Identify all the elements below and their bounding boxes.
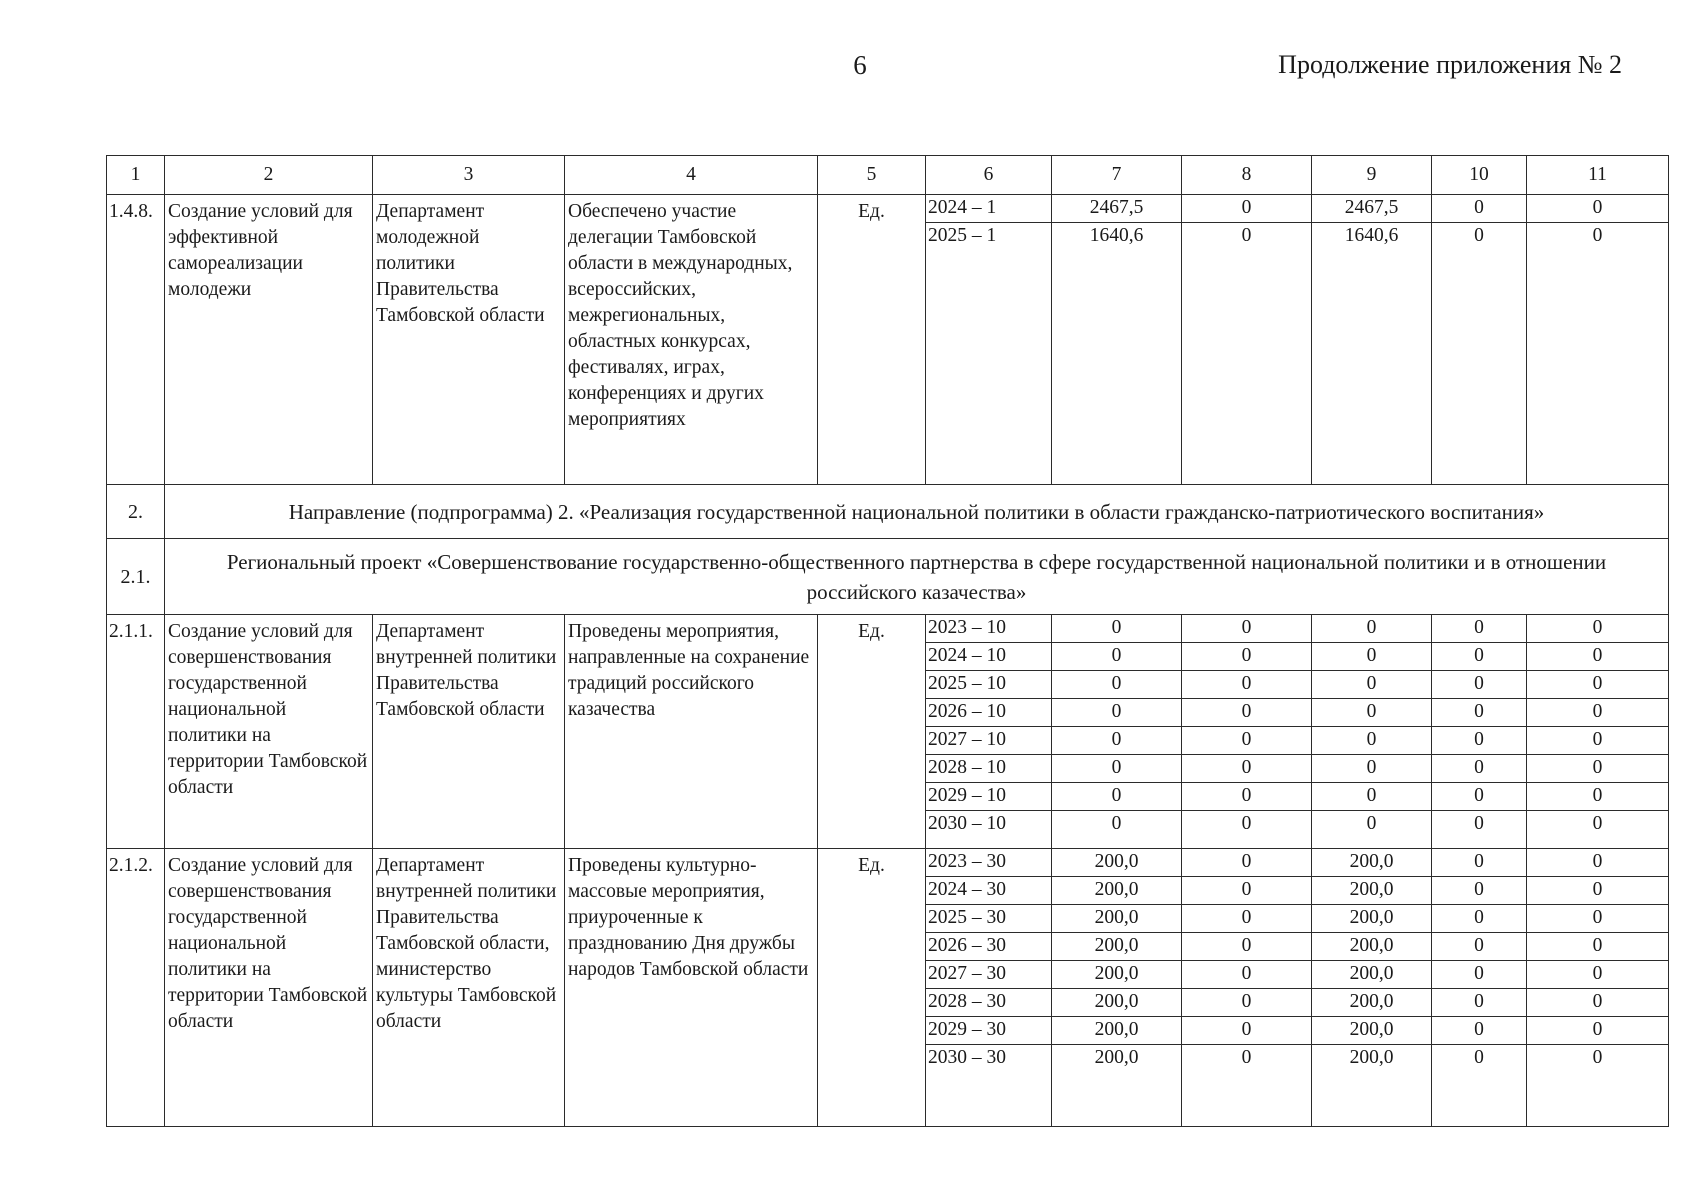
appendix-continuation-note: Продолжение приложения № 2 — [1278, 50, 1622, 79]
year-values — [926, 849, 1052, 1127]
section-number: 2.1. — [107, 539, 165, 615]
col7-values — [1052, 195, 1182, 485]
cell-value: 0 — [1432, 615, 1526, 643]
activity-name: Создание условий для совершенствования государственной национальной политики на территории Тамбовской области — [165, 849, 373, 1127]
cell-value: 200,0 — [1349, 1047, 1394, 1068]
cell-value: 0 — [1527, 727, 1668, 755]
col7-values — [1052, 849, 1182, 1127]
cell-value: 0 — [1052, 727, 1181, 755]
cell-value: 0 — [1432, 933, 1526, 961]
cell-value: 0 — [1527, 933, 1668, 961]
cell-value: 0 — [1241, 225, 1252, 246]
expected-result: Проведены культурно-массовые мероприятия, приуроченные к празднованию Дня дружбы народов Тамбовской области — [565, 849, 818, 1127]
cell-value: 0 — [1432, 905, 1526, 933]
cell-value: 0 — [1592, 813, 1603, 834]
year-value: 2024 – 10 — [926, 643, 1051, 671]
cell-value: 0 — [1312, 699, 1431, 727]
year-value: 2030 – 30 — [928, 1047, 1006, 1068]
year-value: 2023 – 10 — [926, 615, 1051, 643]
cell-value: 0 — [1182, 755, 1311, 783]
cell-value: 0 — [1182, 671, 1311, 699]
cell-value: 0 — [1527, 989, 1668, 1017]
cell-value: 0 — [1432, 643, 1526, 671]
cell-value: 0 — [1182, 727, 1311, 755]
cell-value: 200,0 — [1312, 877, 1431, 905]
cell-value: 0 — [1312, 755, 1431, 783]
cell-value: 0 — [1111, 813, 1122, 834]
col10-values — [1432, 195, 1527, 485]
cell-value: 0 — [1527, 877, 1668, 905]
year-value: 2027 – 30 — [926, 961, 1051, 989]
cell-value: 200,0 — [1052, 1017, 1181, 1045]
cell-value: 0 — [1432, 755, 1526, 783]
cell-value: 0 — [1312, 643, 1431, 671]
cell-value: 200,0 — [1052, 989, 1181, 1017]
column-number-row — [107, 156, 1669, 195]
year-value: 2029 – 10 — [926, 783, 1051, 811]
section-number: 2. — [107, 485, 165, 539]
cell-value: 0 — [1592, 225, 1603, 246]
row-number: 2.1.1. — [107, 615, 165, 849]
row-number: 1.4.8. — [107, 195, 165, 485]
section-row — [107, 539, 1669, 615]
year-values — [926, 195, 1052, 485]
year-value: 2025 – 10 — [926, 671, 1051, 699]
unit: Ед. — [818, 849, 926, 1127]
cell-value: 200,0 — [1312, 961, 1431, 989]
cell-value: 0 — [1312, 727, 1431, 755]
cell-value: 0 — [1527, 755, 1668, 783]
cell-value: 0 — [1432, 877, 1526, 905]
col9-values — [1312, 849, 1432, 1127]
cell-value: 200,0 — [1312, 933, 1431, 961]
col10-values — [1432, 615, 1527, 849]
activity-name: Создание условий для эффективной самореализации молодежи — [165, 195, 373, 485]
cell-value: 0 — [1182, 195, 1311, 223]
cell-value: 0 — [1527, 905, 1668, 933]
cell-value: 1640,6 — [1344, 225, 1399, 246]
cell-value: 200,0 — [1312, 989, 1431, 1017]
cell-value: 0 — [1527, 783, 1668, 811]
cell-value: 0 — [1366, 813, 1377, 834]
cell-value: 0 — [1182, 933, 1311, 961]
year-value: 2026 – 30 — [926, 933, 1051, 961]
cell-value: 0 — [1474, 813, 1484, 834]
cell-value: 0 — [1432, 961, 1526, 989]
cell-value: 0 — [1527, 671, 1668, 699]
year-value: 2028 – 10 — [926, 755, 1051, 783]
cell-value: 0 — [1474, 1047, 1484, 1068]
cell-value: 0 — [1182, 877, 1311, 905]
cell-value: 0 — [1432, 849, 1526, 877]
cell-value: 0 — [1527, 699, 1668, 727]
cell-value: 200,0 — [1052, 933, 1181, 961]
cell-value: 0 — [1241, 813, 1252, 834]
responsible-department: Департамент внутренней политики Правительства Тамбовской области, министерство культуры Тамбовской области — [373, 849, 565, 1127]
cell-value: 0 — [1432, 989, 1526, 1017]
cell-value: 2467,5 — [1052, 195, 1181, 223]
responsible-department: Департамент внутренней политики Правительства Тамбовской области — [373, 615, 565, 849]
col8-values — [1182, 615, 1312, 849]
col-header: 5 — [818, 156, 926, 195]
cell-value: 0 — [1527, 615, 1668, 643]
col8-values — [1182, 195, 1312, 485]
cell-value: 0 — [1182, 849, 1311, 877]
expected-result: Обеспечено участие делегации Тамбовской области в международных, всероссийских, межрегиональных, областных конкурсах, фестивалях, играх, конференциях и других мероприятиях — [565, 195, 818, 485]
year-value: 2025 – 30 — [926, 905, 1051, 933]
table-row — [107, 849, 1669, 1127]
cell-value: 200,0 — [1052, 877, 1181, 905]
cell-value: 0 — [1182, 961, 1311, 989]
row-number: 2.1.2. — [107, 849, 165, 1127]
year-value: 2029 – 30 — [926, 1017, 1051, 1045]
cell-value: 0 — [1527, 643, 1668, 671]
cell-value: 200,0 — [1312, 905, 1431, 933]
cell-value: 0 — [1052, 615, 1181, 643]
col9-values — [1312, 195, 1432, 485]
year-value: 2024 – 30 — [926, 877, 1051, 905]
cell-value: 0 — [1182, 615, 1311, 643]
cell-value: 200,0 — [1052, 905, 1181, 933]
col11-values — [1527, 849, 1669, 1127]
cell-value: 200,0 — [1052, 961, 1181, 989]
year-value: 2030 – 10 — [928, 813, 1006, 834]
cell-value: 0 — [1432, 699, 1526, 727]
col-header: 9 — [1312, 156, 1432, 195]
cell-value: 200,0 — [1312, 1017, 1431, 1045]
cell-value: 200,0 — [1312, 849, 1431, 877]
col-header: 1 — [107, 156, 165, 195]
cell-value: 0 — [1182, 643, 1311, 671]
cell-value: 0 — [1432, 783, 1526, 811]
cell-value: 0 — [1052, 671, 1181, 699]
cell-value: 0 — [1052, 643, 1181, 671]
cell-value: 1640,6 — [1089, 225, 1144, 246]
col-header: 6 — [926, 156, 1052, 195]
section-title: Региональный проект «Совершенствование государственно-общественного партнерства в сфере государственной национальной политики и в отношении российского казачества» — [165, 539, 1669, 615]
cell-value: 0 — [1182, 1017, 1311, 1045]
year-value: 2024 – 1 — [926, 195, 1051, 223]
year-value: 2025 – 1 — [928, 225, 997, 246]
cell-value: 0 — [1182, 989, 1311, 1017]
col-header: 7 — [1052, 156, 1182, 195]
col11-values — [1527, 195, 1669, 485]
cell-value: 0 — [1432, 195, 1526, 223]
cell-value: 0 — [1432, 1017, 1526, 1045]
col-header: 3 — [373, 156, 565, 195]
col10-values — [1432, 849, 1527, 1127]
activity-name: Создание условий для совершенствования государственной национальной политики на территории Тамбовской области — [165, 615, 373, 849]
program-table — [106, 155, 1669, 1127]
col8-values — [1182, 849, 1312, 1127]
cell-value: 0 — [1182, 699, 1311, 727]
cell-value: 0 — [1052, 783, 1181, 811]
col7-values — [1052, 615, 1182, 849]
cell-value: 0 — [1052, 755, 1181, 783]
cell-value: 0 — [1241, 1047, 1252, 1068]
year-value: 2028 – 30 — [926, 989, 1051, 1017]
col-header: 11 — [1527, 156, 1669, 195]
cell-value: 0 — [1312, 615, 1431, 643]
cell-value: 0 — [1592, 1047, 1603, 1068]
cell-value: 200,0 — [1094, 1047, 1139, 1068]
cell-value: 0 — [1432, 671, 1526, 699]
cell-value: 200,0 — [1052, 849, 1181, 877]
cell-value: 0 — [1312, 783, 1431, 811]
col11-values — [1527, 615, 1669, 849]
year-value: 2026 – 10 — [926, 699, 1051, 727]
table-row — [107, 615, 1669, 849]
cell-value: 0 — [1312, 671, 1431, 699]
cell-value: 0 — [1527, 961, 1668, 989]
cell-value: 0 — [1527, 1017, 1668, 1045]
year-values — [926, 615, 1052, 849]
section-title: Направление (подпрограмма) 2. «Реализация государственной национальной политики в области гражданско-патриотического воспитания» — [165, 485, 1669, 539]
col9-values — [1312, 615, 1432, 849]
section-row — [107, 485, 1669, 539]
unit: Ед. — [818, 195, 926, 485]
col-header: 2 — [165, 156, 373, 195]
expected-result: Проведены мероприятия, направленные на сохранение традиций российского казачества — [565, 615, 818, 849]
year-value: 2027 – 10 — [926, 727, 1051, 755]
cell-value: 0 — [1474, 225, 1484, 246]
cell-value: 0 — [1182, 905, 1311, 933]
year-value: 2023 – 30 — [926, 849, 1051, 877]
cell-value: 0 — [1182, 783, 1311, 811]
cell-value: 0 — [1527, 195, 1668, 223]
unit: Ед. — [818, 615, 926, 849]
col-header: 10 — [1432, 156, 1527, 195]
col-header: 4 — [565, 156, 818, 195]
cell-value: 2467,5 — [1312, 195, 1431, 223]
cell-value: 0 — [1527, 849, 1668, 877]
page-number: 6 — [853, 50, 867, 80]
table-row — [107, 195, 1669, 485]
responsible-department: Департамент молодежной политики Правительства Тамбовской области — [373, 195, 565, 485]
cell-value: 0 — [1052, 699, 1181, 727]
col-header: 8 — [1182, 156, 1312, 195]
cell-value: 0 — [1432, 727, 1526, 755]
